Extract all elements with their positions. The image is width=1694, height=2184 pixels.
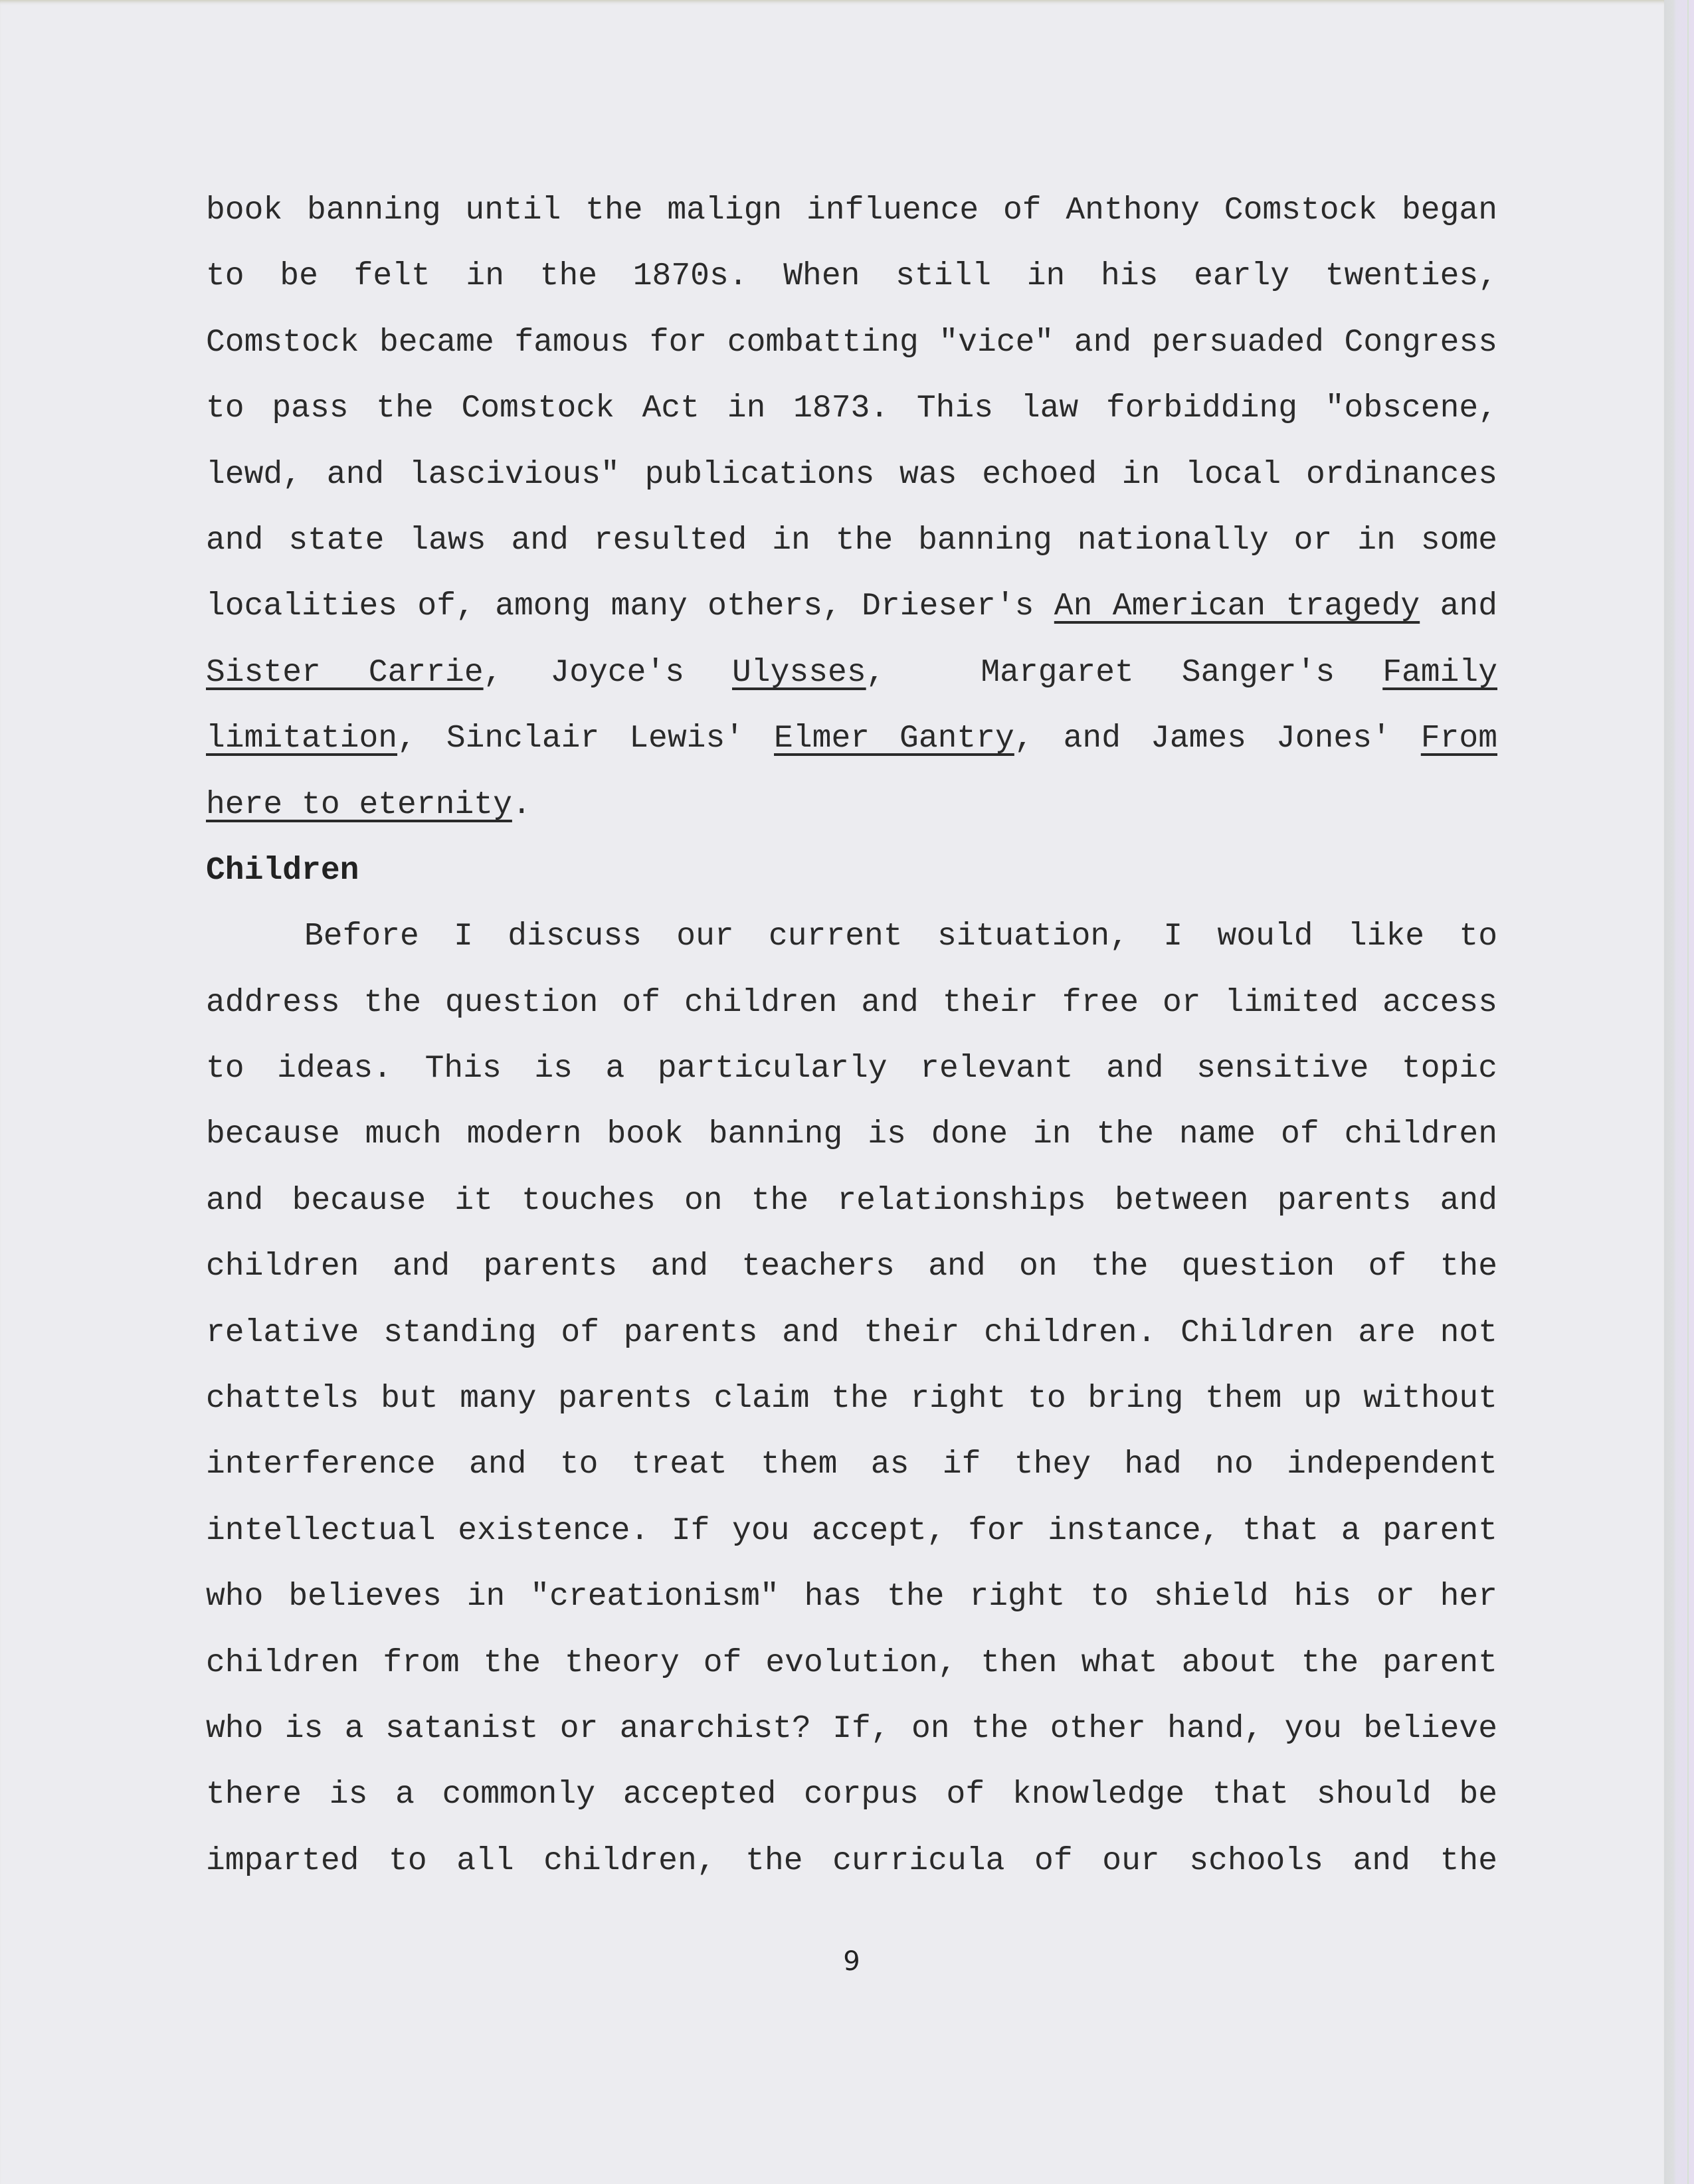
- book-title-from-here-to-eternity: here to eternity: [206, 786, 512, 823]
- document-body: [206, 178, 1497, 1894]
- text-line: who is a satanist or anarchist? If, on the other hand, you believe: [206, 1710, 1497, 1747]
- text-line: interference and to treat them as if they had no independent: [206, 1447, 1497, 1483]
- scan-edge-line: [1687, 0, 1689, 2184]
- book-title-family-limitation: Family: [1382, 654, 1498, 691]
- text-line: Before I discuss our current situation, I would like to: [304, 919, 1497, 955]
- text-line: intellectual existence. If you accept, for instance, that a parent: [206, 1512, 1497, 1549]
- text-line: and state laws and resulted in the banning nationally or in some: [206, 522, 1497, 559]
- text-segment: localities of, among many others, Drieser's: [206, 589, 1054, 625]
- text-line: address the question of children and their free or limited access: [206, 984, 1497, 1021]
- book-title-family-limitation: limitation: [206, 721, 398, 757]
- book-title-an-american-tragedy: An American tragedy: [1054, 589, 1420, 625]
- book-title-sister-carrie: Sister Carrie: [206, 654, 484, 691]
- text-line: [206, 574, 1497, 640]
- text-segment: , Joyce's: [483, 654, 732, 691]
- text-line: there is a commonly accepted corpus of knowledge that should be: [206, 1777, 1497, 1813]
- text-line: who believes in "creationism" has the right to shield his or her: [206, 1579, 1497, 1615]
- text-line: and because it touches on the relationships between parents and: [206, 1182, 1497, 1219]
- section-heading: Children: [206, 852, 359, 889]
- text-line: imparted to all children, the curricula of our schools and the: [206, 1843, 1497, 1879]
- text-line: children from the theory of evolution, then what about the parent: [206, 1645, 1497, 1681]
- book-title-elmer-gantry: Elmer Gantry: [774, 721, 1014, 757]
- text-line: book banning until the malign influence of Anthony Comstock began: [206, 193, 1497, 228]
- text-line: lewd, and lascivious" publications was echoed in local ordinances: [206, 456, 1497, 493]
- book-title-ulysses: Ulysses: [732, 654, 866, 691]
- paragraph: [206, 178, 1497, 838]
- text-line: relative standing of parents and their children. Children are not: [206, 1315, 1497, 1351]
- text-line: to ideas. This is a particularly relevant and sensitive topic: [206, 1051, 1497, 1087]
- text-line: children and parents and teachers and on the question of the: [206, 1249, 1497, 1285]
- text-segment: .: [512, 786, 531, 823]
- text-segment: , Margaret Sanger's: [866, 654, 1383, 691]
- text-line: chattels but many parents claim the right to bring them up without: [206, 1381, 1497, 1417]
- text-line: [206, 773, 1497, 838]
- text-line: Comstock became famous for combatting "vice" and persuaded Congress: [206, 324, 1497, 361]
- text-line: [206, 706, 1497, 772]
- text-line: to pass the Comstock Act in 1873. This law forbidding "obscene,: [206, 391, 1497, 427]
- page-number: 9: [843, 1946, 860, 1977]
- book-title-from-here-to-eternity: From: [1420, 721, 1498, 757]
- paragraph: [206, 904, 1497, 1894]
- scan-page-edge: [1664, 0, 1694, 2184]
- text-segment: , and James Jones': [1014, 721, 1421, 757]
- text-line: [206, 640, 1497, 706]
- text-line: because much modern book banning is done in the name of children: [206, 1117, 1497, 1153]
- text-segment: , Sinclair Lewis': [397, 721, 775, 757]
- text-line: to be felt in the 1870s. When still in his early twenties,: [206, 258, 1497, 295]
- text-segment: and: [1420, 589, 1498, 625]
